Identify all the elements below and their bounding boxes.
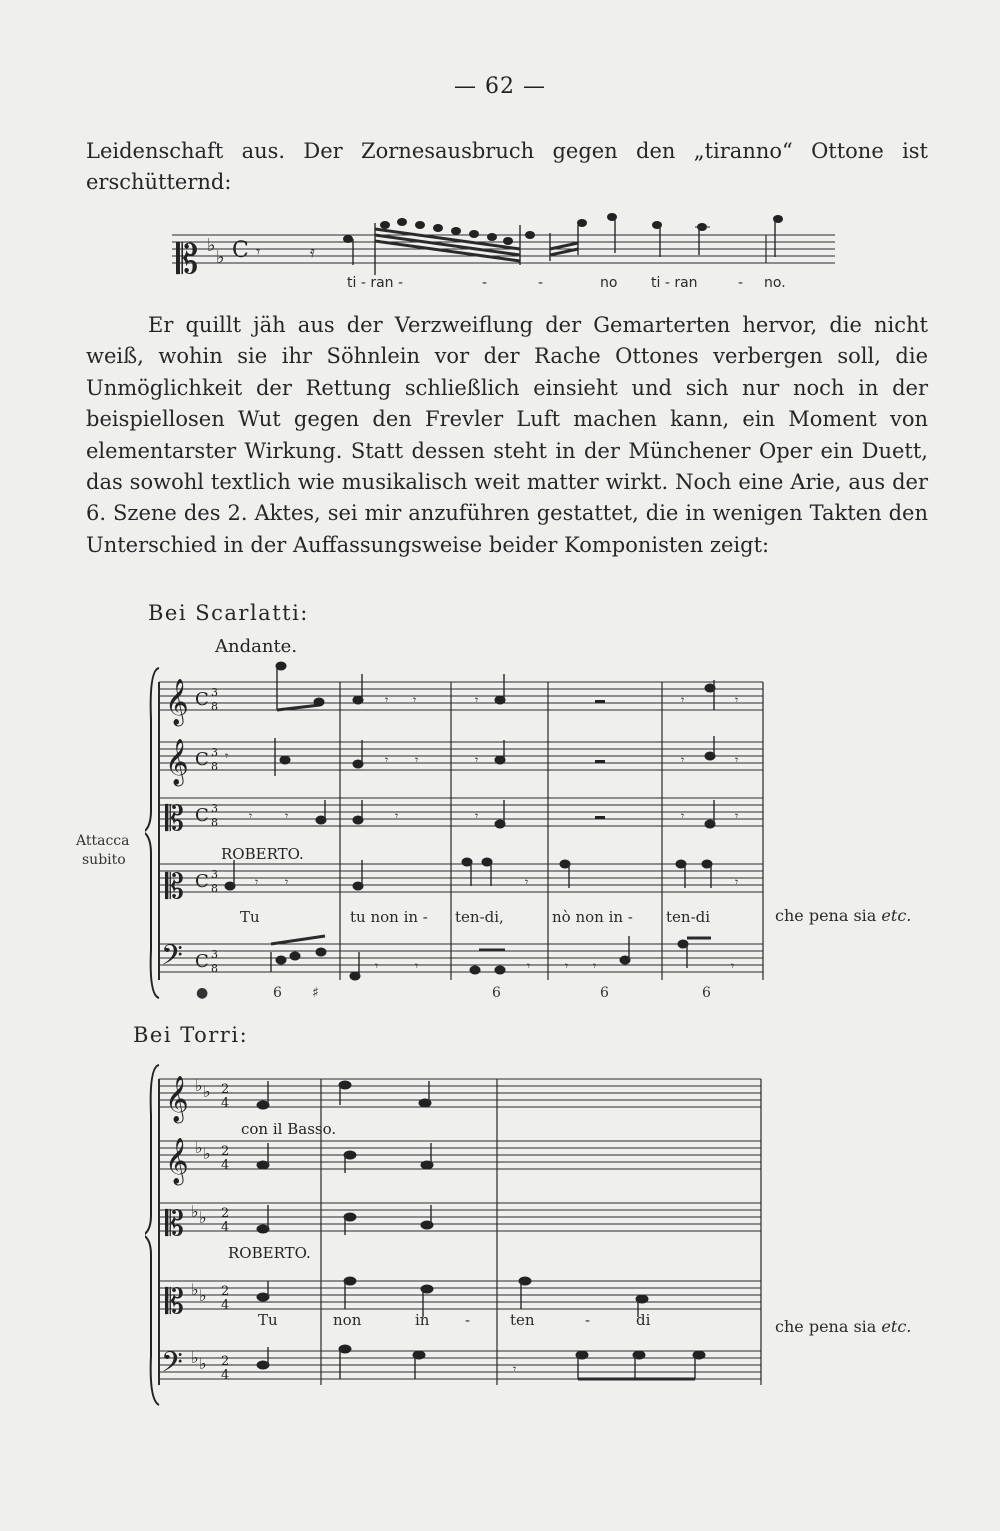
intro-paragraph: Leidenschaft aus. Der Zornesausbruch gegen den „tiranno“ Ottone ist erschütternd: xyxy=(86,139,928,195)
roberto-label: ROBERTO. xyxy=(221,845,304,863)
lyric-hyphen: - xyxy=(538,275,544,291)
rest-symbol: 𝄾 xyxy=(256,242,261,261)
svg-text:𝄾: 𝄾 xyxy=(735,753,739,767)
svg-text:𝄾: 𝄾 xyxy=(385,753,389,767)
tenor-clef-symbol: 𝄡 xyxy=(176,237,199,283)
svg-text:𝄾: 𝄾 xyxy=(735,693,739,707)
torri-score xyxy=(145,1055,770,1410)
lyric-ten-di: ten-di xyxy=(666,908,711,926)
lyric-hyphen: - xyxy=(738,275,744,291)
svg-text:8: 8 xyxy=(211,882,218,895)
subito-label: subito xyxy=(82,852,126,868)
flat-symbol: ♭ xyxy=(207,235,216,256)
lyric-ten: ten xyxy=(510,1311,535,1329)
svg-text:𝄡: 𝄡 xyxy=(165,1282,184,1322)
lyric-tu: Tu xyxy=(258,1311,278,1329)
bass-figure: 6 xyxy=(702,985,711,1001)
lyric-hyphen: - xyxy=(482,275,488,291)
svg-text:2: 2 xyxy=(221,1284,230,1299)
svg-text:3: 3 xyxy=(211,802,218,815)
svg-text:♭: ♭ xyxy=(199,1208,207,1227)
svg-text:𝄡: 𝄡 xyxy=(165,799,184,839)
svg-text:3: 3 xyxy=(211,948,218,961)
barlines xyxy=(340,682,763,980)
barlines xyxy=(321,1079,761,1385)
lyric-no-non-in: nò non in - xyxy=(552,908,633,926)
svg-text:𝄾: 𝄾 xyxy=(285,809,289,823)
svg-text:𝄡: 𝄡 xyxy=(165,1204,184,1244)
svg-text:♭: ♭ xyxy=(199,1286,207,1305)
svg-text:𝄡: 𝄡 xyxy=(165,867,184,907)
svg-text:♭: ♭ xyxy=(191,1202,199,1221)
roberto-label: ROBERTO. xyxy=(228,1244,311,1262)
svg-text:♭: ♭ xyxy=(195,1138,203,1157)
rest-symbol: 𝄿 xyxy=(310,242,315,261)
svg-text:𝄾: 𝄾 xyxy=(413,693,417,707)
svg-text:𝄾: 𝄾 xyxy=(527,959,531,973)
scarlatti-score xyxy=(145,660,775,1005)
svg-text:𝄞: 𝄞 xyxy=(165,1138,189,1184)
svg-text:𝄾: 𝄾 xyxy=(513,1362,517,1376)
svg-text:𝄾: 𝄾 xyxy=(225,749,229,763)
svg-text:𝄞: 𝄞 xyxy=(165,1076,189,1122)
svg-text:8: 8 xyxy=(211,962,218,975)
lyric-ten-di: ten-di, xyxy=(455,908,504,926)
lyric-no: no. xyxy=(764,275,786,291)
bass-figure: ● xyxy=(196,985,209,1001)
lyric-di: di xyxy=(636,1311,651,1329)
svg-text:4: 4 xyxy=(221,1298,230,1313)
attacca-label: Attacca xyxy=(76,833,130,849)
svg-text:𝄢: 𝄢 xyxy=(161,939,183,979)
svg-text:𝄾: 𝄾 xyxy=(735,809,739,823)
svg-text:4: 4 xyxy=(221,1368,230,1383)
svg-text:𝄾: 𝄾 xyxy=(525,875,529,889)
lyric-in: in xyxy=(415,1311,430,1329)
svg-text:𝄾: 𝄾 xyxy=(735,875,739,889)
svg-text:𝄾: 𝄾 xyxy=(385,693,389,707)
svg-text:♭: ♭ xyxy=(191,1348,199,1367)
con-il-basso-label: con il Basso. xyxy=(241,1120,337,1138)
svg-text:𝄾: 𝄾 xyxy=(375,959,379,973)
svg-text:𝄞: 𝄞 xyxy=(165,739,189,785)
svg-text:𝄾: 𝄾 xyxy=(255,875,259,889)
svg-text:♭: ♭ xyxy=(195,1076,203,1095)
svg-text:C: C xyxy=(195,871,209,892)
svg-text:𝄾: 𝄾 xyxy=(395,809,399,823)
svg-text:𝄾: 𝄾 xyxy=(415,753,419,767)
svg-text:2: 2 xyxy=(221,1354,230,1369)
svg-text:𝄾: 𝄾 xyxy=(249,809,253,823)
torri-heading: Bei Torri: xyxy=(133,1023,249,1047)
svg-text:8: 8 xyxy=(211,760,218,773)
svg-text:𝄾: 𝄾 xyxy=(415,959,419,973)
svg-text:♭: ♭ xyxy=(203,1144,211,1163)
svg-text:𝄢: 𝄢 xyxy=(161,1346,183,1386)
svg-text:3: 3 xyxy=(211,868,218,881)
bass-figure: 6 xyxy=(273,985,282,1001)
note xyxy=(343,235,353,243)
svg-text:2: 2 xyxy=(221,1144,230,1159)
svg-text:8: 8 xyxy=(211,816,218,829)
flat-symbol: ♭ xyxy=(216,247,225,268)
tempo-marking: Andante. xyxy=(215,636,298,657)
scarlatti-trailing-text: che pena sia etc. xyxy=(775,906,912,925)
svg-text:𝄾: 𝄾 xyxy=(681,693,685,707)
svg-text:𝄾: 𝄾 xyxy=(285,875,289,889)
lyric-hyphen: - xyxy=(585,1311,591,1329)
bass-figure: 6 xyxy=(492,985,501,1001)
lyric-non: non xyxy=(333,1311,362,1329)
lyric-tu-non-in: tu non in - xyxy=(350,908,428,926)
svg-text:4: 4 xyxy=(221,1096,230,1111)
svg-text:𝄾: 𝄾 xyxy=(475,753,479,767)
lyric-no: no xyxy=(600,275,618,291)
svg-text:𝄾: 𝄾 xyxy=(475,809,479,823)
bass-figure: ♯ xyxy=(312,985,319,1001)
svg-text:4: 4 xyxy=(221,1158,230,1173)
svg-text:C: C xyxy=(195,689,209,710)
staves xyxy=(159,682,763,972)
svg-text:♭: ♭ xyxy=(199,1354,207,1373)
svg-text:C: C xyxy=(195,951,209,972)
staves xyxy=(159,1079,761,1379)
main-paragraph: Er quillt jäh aus der Verzweiflung der Gemarterten hervor, die nicht weiß, wohin sie ihr Söhnlein vor der Rache Ottones verbergen soll, die Unmöglichkeit der Rettung schließlich einsieht und sich nur noch in der beispiellosen Wut gegen den Frevler Luft machen kann, ein Moment von elementarster Wirkung. Statt dessen steht in der Münchener Oper ein Duett, das sowohl textlich wie musikalisch weit matter wirkt. Noch eine Arie, aus der 6. Szene des 2. Aktes, sei mir anzuführen gestattet, die in wenigen Takten den Unterschied in der Auffassungsweise beider Komponisten zeigt: xyxy=(86,313,928,557)
svg-text:𝄾: 𝄾 xyxy=(681,753,685,767)
svg-text:𝄾: 𝄾 xyxy=(593,959,597,973)
page-number: — 62 — xyxy=(454,74,546,99)
lyric-ti-ran: ti - ran xyxy=(651,275,698,291)
svg-text:C: C xyxy=(195,805,209,826)
svg-text:2: 2 xyxy=(221,1206,230,1221)
svg-text:𝄞: 𝄞 xyxy=(165,679,189,725)
svg-text:♭: ♭ xyxy=(203,1082,211,1101)
bass-figure: 6 xyxy=(600,985,609,1001)
svg-text:♭: ♭ xyxy=(191,1280,199,1299)
lyric-ti-ran: ti - ran - xyxy=(347,275,404,291)
svg-text:8: 8 xyxy=(211,700,218,713)
svg-text:C: C xyxy=(195,749,209,770)
svg-text:3: 3 xyxy=(211,746,218,759)
lyric-hyphen: - xyxy=(465,1311,471,1329)
svg-text:2: 2 xyxy=(221,1082,230,1097)
torri-trailing-text: che pena sia etc. xyxy=(775,1317,912,1336)
svg-text:𝄾: 𝄾 xyxy=(475,693,479,707)
svg-text:𝄾: 𝄾 xyxy=(565,959,569,973)
svg-text:4: 4 xyxy=(221,1220,230,1235)
time-signature: C xyxy=(232,238,249,263)
svg-text:3: 3 xyxy=(211,686,218,699)
scarlatti-heading: Bei Scarlatti: xyxy=(148,601,309,625)
svg-text:𝄾: 𝄾 xyxy=(681,809,685,823)
svg-text:𝄾: 𝄾 xyxy=(731,959,735,973)
lyric-tu: Tu xyxy=(240,908,260,926)
